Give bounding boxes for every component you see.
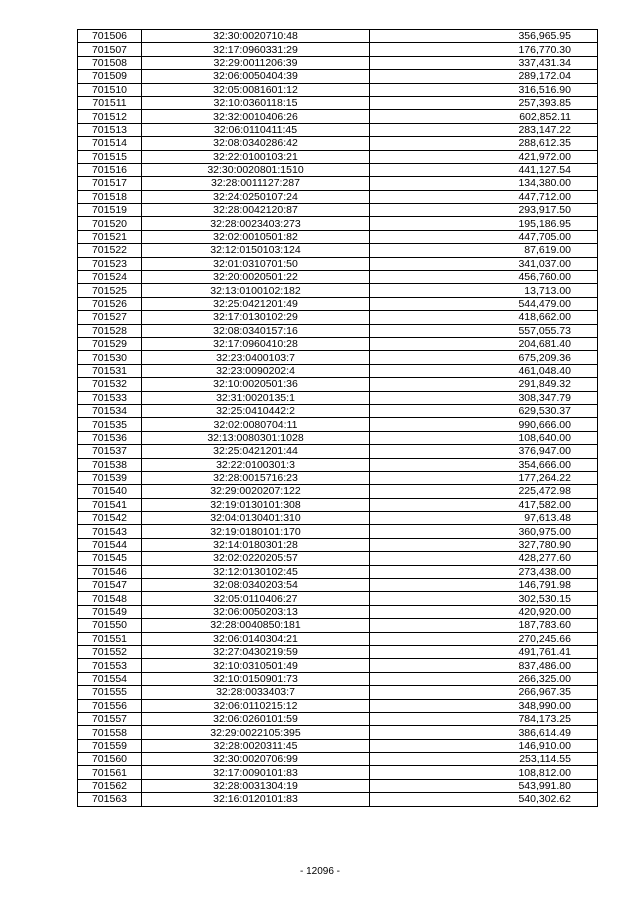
cadastral-number-cell: 32:23:0090202:4 (142, 364, 370, 377)
table-row (78, 391, 598, 404)
amount-cell: 348,990.00 (370, 699, 598, 712)
cadastral-number-cell: 32:12:0150103:124 (142, 244, 370, 257)
cadastral-number-cell: 32:01:0310701:50 (142, 257, 370, 270)
table-row (78, 177, 598, 190)
amount-cell: 291,849.32 (370, 378, 598, 391)
cadastral-number-cell: 32:22:0100301:3 (142, 458, 370, 471)
amount-cell: 543,991.80 (370, 779, 598, 792)
table-row (78, 699, 598, 712)
row-id-cell: 701526 (78, 297, 142, 310)
amount-cell: 204,681.40 (370, 337, 598, 350)
table-row (78, 230, 598, 243)
cadastral-number-cell: 32:19:0180101:170 (142, 525, 370, 538)
table-row (78, 418, 598, 431)
table-row (78, 779, 598, 792)
cadastral-number-cell: 32:06:0140304:21 (142, 632, 370, 645)
cadastral-number-cell: 32:30:0020706:99 (142, 753, 370, 766)
table-row (78, 284, 598, 297)
row-id-cell: 701535 (78, 418, 142, 431)
table-row (78, 739, 598, 752)
amount-cell: 266,325.00 (370, 672, 598, 685)
amount-cell: 540,302.62 (370, 793, 598, 806)
cadastral-number-cell: 32:06:0050404:39 (142, 70, 370, 83)
cadastral-number-cell: 32:02:0220205:57 (142, 552, 370, 565)
amount-cell: 441,127.54 (370, 163, 598, 176)
row-id-cell: 701524 (78, 271, 142, 284)
table-row (78, 525, 598, 538)
row-id-cell: 701516 (78, 163, 142, 176)
row-id-cell: 701559 (78, 739, 142, 752)
amount-cell: 195,186.95 (370, 217, 598, 230)
row-id-cell: 701521 (78, 230, 142, 243)
amount-cell: 316,516.90 (370, 83, 598, 96)
cadastral-number-cell: 32:28:0011127:287 (142, 177, 370, 190)
amount-cell: 837,486.00 (370, 659, 598, 672)
row-id-cell: 701507 (78, 43, 142, 56)
cadastral-number-cell: 32:06:0260101:59 (142, 712, 370, 725)
table-row (78, 257, 598, 270)
row-id-cell: 701512 (78, 110, 142, 123)
table-row (78, 793, 598, 806)
cadastral-number-cell: 32:25:0421201:44 (142, 445, 370, 458)
row-id-cell: 701554 (78, 672, 142, 685)
page-number: - 12096 - (299, 866, 341, 877)
table-row (78, 217, 598, 230)
cadastral-number-cell: 32:30:0020710:48 (142, 30, 370, 43)
table-row (78, 458, 598, 471)
amount-cell: 176,770.30 (370, 43, 598, 56)
row-id-cell: 701534 (78, 404, 142, 417)
amount-cell: 146,791.98 (370, 579, 598, 592)
amount-cell: 629,530.37 (370, 404, 598, 417)
amount-cell: 376,947.00 (370, 445, 598, 458)
row-id-cell: 701529 (78, 337, 142, 350)
data-table (77, 29, 598, 807)
amount-cell: 288,612.35 (370, 137, 598, 150)
amount-cell: 557,055.73 (370, 324, 598, 337)
amount-cell: 108,640.00 (370, 431, 598, 444)
row-id-cell: 701538 (78, 458, 142, 471)
amount-cell: 289,172.04 (370, 70, 598, 83)
cadastral-number-cell: 32:10:0360118:15 (142, 96, 370, 109)
table-row (78, 766, 598, 779)
cadastral-number-cell: 32:22:0100103:21 (142, 150, 370, 163)
row-id-cell: 701550 (78, 619, 142, 632)
cadastral-number-cell: 32:16:0120101:83 (142, 793, 370, 806)
row-id-cell: 701562 (78, 779, 142, 792)
cadastral-number-cell: 32:19:0130101:308 (142, 498, 370, 511)
row-id-cell: 701517 (78, 177, 142, 190)
table-row (78, 137, 598, 150)
row-id-cell: 701515 (78, 150, 142, 163)
amount-cell: 990,666.00 (370, 418, 598, 431)
amount-cell: 97,613.48 (370, 512, 598, 525)
table-row (78, 297, 598, 310)
cadastral-number-cell: 32:20:0020501:22 (142, 271, 370, 284)
amount-cell: 354,666.00 (370, 458, 598, 471)
row-id-cell: 701543 (78, 525, 142, 538)
row-id-cell: 701508 (78, 56, 142, 69)
table-row (78, 56, 598, 69)
amount-cell: 421,972.00 (370, 150, 598, 163)
amount-cell: 273,438.00 (370, 565, 598, 578)
table-row (78, 163, 598, 176)
row-id-cell: 701533 (78, 391, 142, 404)
row-id-cell: 701527 (78, 311, 142, 324)
cadastral-number-cell: 32:05:0110406:27 (142, 592, 370, 605)
row-id-cell: 701557 (78, 712, 142, 725)
cadastral-number-cell: 32:08:0340203:54 (142, 579, 370, 592)
table-row (78, 324, 598, 337)
cadastral-number-cell: 32:29:0020207:122 (142, 485, 370, 498)
amount-cell: 327,780.90 (370, 538, 598, 551)
row-id-cell: 701553 (78, 659, 142, 672)
cadastral-number-cell: 32:29:0011206:39 (142, 56, 370, 69)
cadastral-number-cell: 32:28:0015716:23 (142, 471, 370, 484)
amount-cell: 418,662.00 (370, 311, 598, 324)
table-row (78, 512, 598, 525)
row-id-cell: 701514 (78, 137, 142, 150)
table-row (78, 565, 598, 578)
row-id-cell: 701552 (78, 645, 142, 658)
cadastral-number-cell: 32:04:0130401:310 (142, 512, 370, 525)
table-body (78, 30, 598, 807)
table-row (78, 110, 598, 123)
cadastral-number-cell: 32:17:0960410:28 (142, 337, 370, 350)
table-row (78, 632, 598, 645)
amount-cell: 386,614.49 (370, 726, 598, 739)
table-row (78, 579, 598, 592)
amount-cell: 447,712.00 (370, 190, 598, 203)
table-row (78, 404, 598, 417)
amount-cell: 544,479.00 (370, 297, 598, 310)
table-row (78, 271, 598, 284)
cadastral-number-cell: 32:24:0250107:24 (142, 190, 370, 203)
cadastral-number-cell: 32:30:0020801:1510 (142, 163, 370, 176)
amount-cell: 270,245.66 (370, 632, 598, 645)
cadastral-number-cell: 32:28:0023403:273 (142, 217, 370, 230)
cadastral-number-cell: 32:27:0430219:59 (142, 645, 370, 658)
table-row (78, 378, 598, 391)
row-id-cell: 701518 (78, 190, 142, 203)
row-id-cell: 701511 (78, 96, 142, 109)
cadastral-number-cell: 32:28:0031304:19 (142, 779, 370, 792)
cadastral-number-cell: 32:29:0022105:395 (142, 726, 370, 739)
amount-cell: 108,812.00 (370, 766, 598, 779)
cadastral-number-cell: 32:25:0410442:2 (142, 404, 370, 417)
cadastral-number-cell: 32:32:0010406:26 (142, 110, 370, 123)
row-id-cell: 701556 (78, 699, 142, 712)
cadastral-number-cell: 32:25:0421201:49 (142, 297, 370, 310)
table-row (78, 552, 598, 565)
cadastral-number-cell: 32:28:0033403:7 (142, 686, 370, 699)
amount-cell: 456,760.00 (370, 271, 598, 284)
amount-cell: 308,347.79 (370, 391, 598, 404)
row-id-cell: 701525 (78, 284, 142, 297)
row-id-cell: 701545 (78, 552, 142, 565)
cadastral-number-cell: 32:28:0040850:181 (142, 619, 370, 632)
row-id-cell: 701561 (78, 766, 142, 779)
table-row (78, 498, 598, 511)
amount-cell: 266,967.35 (370, 686, 598, 699)
row-id-cell: 701530 (78, 351, 142, 364)
amount-cell: 134,380.00 (370, 177, 598, 190)
cadastral-number-cell: 32:31:0020135:1 (142, 391, 370, 404)
amount-cell: 187,783.60 (370, 619, 598, 632)
table-row (78, 445, 598, 458)
cadastral-number-cell: 32:17:0130102:29 (142, 311, 370, 324)
cadastral-number-cell: 32:28:0042120:87 (142, 204, 370, 217)
table-row (78, 30, 598, 43)
table-row (78, 150, 598, 163)
row-id-cell: 701519 (78, 204, 142, 217)
amount-cell: 302,530.15 (370, 592, 598, 605)
cadastral-number-cell: 32:23:0400103:7 (142, 351, 370, 364)
row-id-cell: 701523 (78, 257, 142, 270)
amount-cell: 341,037.00 (370, 257, 598, 270)
amount-cell: 675,209.36 (370, 351, 598, 364)
amount-cell: 13,713.00 (370, 284, 598, 297)
row-id-cell: 701551 (78, 632, 142, 645)
cadastral-number-cell: 32:14:0180301:28 (142, 538, 370, 551)
table-row (78, 204, 598, 217)
amount-cell: 283,147.22 (370, 123, 598, 136)
cadastral-number-cell: 32:28:0020311:45 (142, 739, 370, 752)
table-row (78, 592, 598, 605)
cadastral-number-cell: 32:17:0960331:29 (142, 43, 370, 56)
amount-cell: 461,048.40 (370, 364, 598, 377)
row-id-cell: 701555 (78, 686, 142, 699)
cadastral-number-cell: 32:17:0090101:83 (142, 766, 370, 779)
cadastral-number-cell: 32:10:0150901:73 (142, 672, 370, 685)
table-row (78, 43, 598, 56)
cadastral-number-cell: 32:13:0100102:182 (142, 284, 370, 297)
table-row (78, 659, 598, 672)
cadastral-number-cell: 32:08:0340157:16 (142, 324, 370, 337)
row-id-cell: 701549 (78, 605, 142, 618)
row-id-cell: 701544 (78, 538, 142, 551)
table-row (78, 645, 598, 658)
amount-cell: 225,472.98 (370, 485, 598, 498)
table-row (78, 351, 598, 364)
table-row (78, 538, 598, 551)
cadastral-number-cell: 32:06:0110411:45 (142, 123, 370, 136)
cadastral-number-cell: 32:02:0080704:11 (142, 418, 370, 431)
table-row (78, 619, 598, 632)
row-id-cell: 701536 (78, 431, 142, 444)
table-row (78, 672, 598, 685)
amount-cell: 428,277.60 (370, 552, 598, 565)
amount-cell: 356,965.95 (370, 30, 598, 43)
row-id-cell: 701509 (78, 70, 142, 83)
cadastral-number-cell: 32:08:0340286:42 (142, 137, 370, 150)
table-row (78, 244, 598, 257)
row-id-cell: 701558 (78, 726, 142, 739)
cadastral-number-cell: 32:12:0130102:45 (142, 565, 370, 578)
table-row (78, 96, 598, 109)
row-id-cell: 701539 (78, 471, 142, 484)
cadastral-number-cell: 32:05:0081601:12 (142, 83, 370, 96)
amount-cell: 447,705.00 (370, 230, 598, 243)
table-row (78, 605, 598, 618)
table-row (78, 485, 598, 498)
amount-cell: 417,582.00 (370, 498, 598, 511)
cadastral-number-cell: 32:10:0310501:49 (142, 659, 370, 672)
table-row (78, 726, 598, 739)
amount-cell: 420,920.00 (370, 605, 598, 618)
amount-cell: 293,917.50 (370, 204, 598, 217)
row-id-cell: 701506 (78, 30, 142, 43)
table-row (78, 83, 598, 96)
row-id-cell: 701537 (78, 445, 142, 458)
table-row (78, 311, 598, 324)
cadastral-number-cell: 32:02:0010501:82 (142, 230, 370, 243)
amount-cell: 87,619.00 (370, 244, 598, 257)
table-row (78, 70, 598, 83)
row-id-cell: 701563 (78, 793, 142, 806)
cadastral-number-cell: 32:06:0050203:13 (142, 605, 370, 618)
amount-cell: 491,761.41 (370, 645, 598, 658)
row-id-cell: 701548 (78, 592, 142, 605)
row-id-cell: 701541 (78, 498, 142, 511)
amount-cell: 257,393.85 (370, 96, 598, 109)
cadastral-number-cell: 32:10:0020501:36 (142, 378, 370, 391)
amount-cell: 360,975.00 (370, 525, 598, 538)
row-id-cell: 701531 (78, 364, 142, 377)
row-id-cell: 701510 (78, 83, 142, 96)
amount-cell: 784,173.25 (370, 712, 598, 725)
row-id-cell: 701540 (78, 485, 142, 498)
row-id-cell: 701520 (78, 217, 142, 230)
amount-cell: 337,431.34 (370, 56, 598, 69)
table-row (78, 337, 598, 350)
row-id-cell: 701532 (78, 378, 142, 391)
table-row (78, 190, 598, 203)
row-id-cell: 701560 (78, 753, 142, 766)
amount-cell: 253,114.55 (370, 753, 598, 766)
row-id-cell: 701546 (78, 565, 142, 578)
row-id-cell: 701513 (78, 123, 142, 136)
row-id-cell: 701547 (78, 579, 142, 592)
amount-cell: 177,264.22 (370, 471, 598, 484)
table-row (78, 431, 598, 444)
table-row (78, 753, 598, 766)
table-row (78, 686, 598, 699)
table-row (78, 364, 598, 377)
row-id-cell: 701522 (78, 244, 142, 257)
row-id-cell: 701528 (78, 324, 142, 337)
table-row (78, 712, 598, 725)
row-id-cell: 701542 (78, 512, 142, 525)
table-row (78, 123, 598, 136)
cadastral-number-cell: 32:06:0110215:12 (142, 699, 370, 712)
amount-cell: 146,910.00 (370, 739, 598, 752)
table-row (78, 471, 598, 484)
cadastral-number-cell: 32:13:0080301:1028 (142, 431, 370, 444)
amount-cell: 602,852.11 (370, 110, 598, 123)
